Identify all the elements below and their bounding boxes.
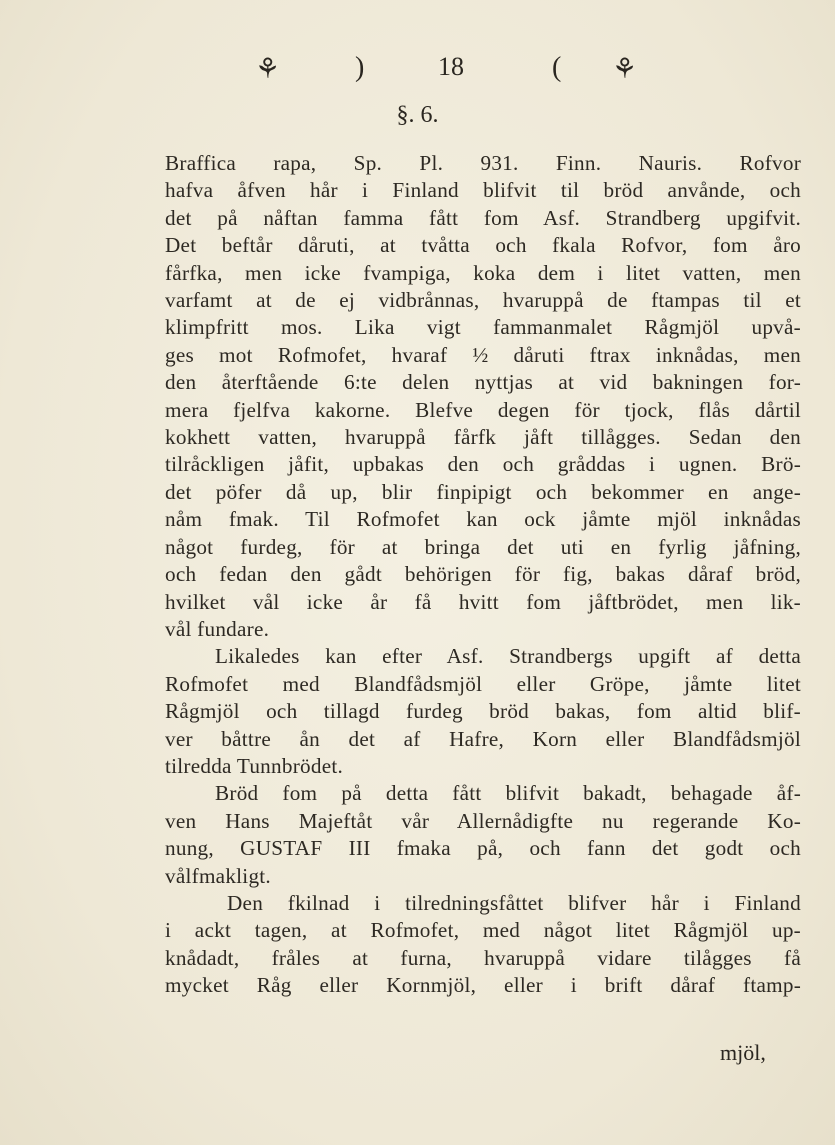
text-line: ven Hans Majeftåt vår Allernådigfte nu regerande Ko- <box>165 808 801 833</box>
text-line: fårfka, men icke fvampiga, koka dem i litet vatten, men <box>165 260 801 285</box>
text-line: hvilket vål icke år få hvitt fom jåftbrödet, men lik- <box>165 589 801 614</box>
body-text <box>165 150 801 1000</box>
text-line: knådadt, fråles at furna, hvaruppå vidare tilågges få <box>165 945 801 970</box>
text-line: nung, GUSTAF III fmaka på, och fann det godt och <box>165 836 801 861</box>
text-line: nåm fmak. Til Rofmofet kan ock jåmte mjöl inknådas <box>165 507 801 532</box>
text-line: Bröd fom på detta fått blifvit bakadt, behagade åf- <box>215 781 801 806</box>
section-heading: §. 6. <box>396 102 439 128</box>
header-paren-right: ( <box>552 52 562 83</box>
text-line: det pöfer då up, blir finpipigt och bekommer en ange- <box>165 479 801 504</box>
text-line: mycket Råg eller Kornmjöl, eller i brift dåraf ftamp- <box>165 973 801 998</box>
text-line: Likaledes kan efter Asf. Strandbergs upgift af detta <box>215 644 801 669</box>
text-line: vålfmakligt. <box>165 863 271 888</box>
text-line: något furdeg, för at bringa det uti en fyrlig jåfning, <box>165 534 801 559</box>
text-line: ver båttre ån det af Hafre, Korn eller Blandfådsmjöl <box>165 726 801 751</box>
text-line: Rågmjöl och tillagd furdeg bröd bakas, fom altid blif- <box>165 699 801 724</box>
text-line: Braffica rapa, Sp. Pl. 931. Finn. Nauris. Rofvor <box>165 151 801 175</box>
text-line: hafva åfven hår i Finland blifvit til bröd anvånde, och <box>165 178 801 203</box>
text-line: tilråckligen jåfit, upbakas den och gråddas i ugnen. Brö- <box>165 452 801 477</box>
text-line: kokhett vatten, hvaruppå fårfk jåft tillågges. Sedan den <box>165 425 801 450</box>
text-line: det på nåftan famma fått fom Asf. Strandberg upgifvit. <box>165 205 801 230</box>
text-line: vål fundare. <box>165 616 270 641</box>
fleuron-left-icon: ⚘ <box>255 54 281 85</box>
text-line: tilredda Tunnbrödet. <box>165 753 344 778</box>
text-line: den återftående 6:te delen nyttjas at vid bakningen for- <box>165 370 801 395</box>
fleuron-right-icon: ⚘ <box>612 54 638 85</box>
text-line: varfamt at de ej vidbrånnas, hvaruppå de ftampas til et <box>165 288 801 313</box>
text-line: Den fkilnad i tilredningsfåttet blifver hår i Finland <box>227 890 801 915</box>
catchword: mjöl, <box>720 1040 766 1065</box>
text-line: mera fjelfva kakorne. Blefve degen för tjock, flås dårtil <box>165 397 801 422</box>
page-header <box>0 52 835 92</box>
header-paren-left: ) <box>355 52 365 83</box>
text-line: ges mot Rofmofet, hvaraf ½ dåruti ftrax inknådas, men <box>165 342 801 367</box>
page-number: 18 <box>438 52 464 81</box>
text-line: Rofmofet med Blandfådsmjöl eller Gröpe, jåmte litet <box>165 671 801 696</box>
text-line: klimpfritt mos. Lika vigt fammanmalet Rågmjöl upvå- <box>165 315 801 340</box>
text-line: Det beftår dåruti, at tvåtta och fkala Rofvor, fom åro <box>165 233 801 258</box>
text-line: och fedan den gådt behörigen för fig, bakas dåraf bröd, <box>165 562 801 587</box>
text-line: i ackt tagen, at Rofmofet, med något litet Rågmjöl up- <box>165 918 801 943</box>
